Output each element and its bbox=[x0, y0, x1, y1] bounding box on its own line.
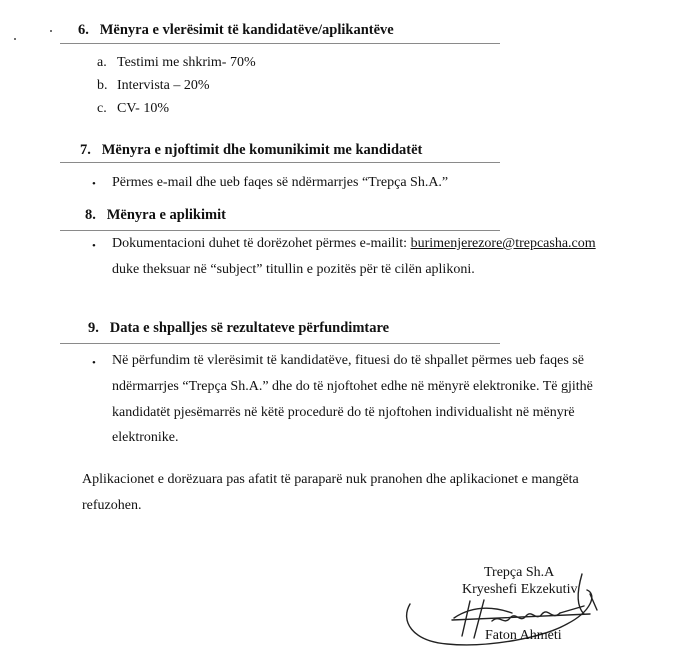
section-8-heading bbox=[85, 207, 226, 224]
scan-speck bbox=[14, 38, 16, 40]
section-7-heading bbox=[80, 142, 422, 159]
list-item-text: Testimi me shkrim- 70% bbox=[117, 55, 256, 70]
divider bbox=[60, 230, 500, 231]
divider bbox=[60, 162, 500, 163]
email-link[interactable]: burimenjerezore@trepcasha.com bbox=[410, 236, 596, 251]
list-item bbox=[97, 55, 256, 71]
list-marker: b. bbox=[97, 78, 108, 93]
section-number: 8. bbox=[85, 207, 96, 223]
divider bbox=[60, 343, 500, 344]
paragraph-line: kandidatët pjesëmarrës në këtë procedurë do të njoftohen individualisht në mënyrë bbox=[112, 405, 575, 420]
list-marker: c. bbox=[97, 101, 107, 116]
bullet-text-continued: duke theksuar në “subject” titullin e pozitës për të cilën aplikoni. bbox=[112, 262, 475, 277]
bullet-glyph: • bbox=[92, 240, 96, 252]
signatory-name: Faton Ahmeti bbox=[485, 628, 562, 643]
list-item-text: CV- 10% bbox=[117, 101, 169, 116]
signature-role: Kryeshefi Ekzekutiv bbox=[462, 582, 578, 597]
section-9-heading bbox=[88, 320, 389, 337]
list-item-text: Intervista – 20% bbox=[117, 78, 210, 93]
divider bbox=[60, 43, 500, 44]
section-number: 7. bbox=[80, 142, 91, 158]
bullet-glyph: • bbox=[92, 178, 96, 190]
closing-note-line: Aplikacionet e dorëzuara pas afatit të paraparë nuk pranohen dhe aplikacionet e mangëta bbox=[82, 472, 579, 487]
signature-company: Trepça Sh.A bbox=[484, 565, 555, 580]
closing-note-line: refuzohen. bbox=[82, 498, 142, 513]
list-item bbox=[97, 101, 169, 117]
paragraph-line: elektronike. bbox=[112, 430, 179, 445]
section-number: 6. bbox=[78, 22, 89, 38]
section-title: Mënyra e aplikimit bbox=[106, 207, 226, 223]
section-6-heading bbox=[78, 22, 394, 39]
list-marker: a. bbox=[97, 55, 107, 70]
scan-speck bbox=[50, 30, 52, 32]
bullet-text bbox=[112, 236, 596, 252]
list-item bbox=[97, 78, 210, 94]
section-number: 9. bbox=[88, 320, 99, 336]
bullet-text-part: Dokumentacioni duhet të dorëzohet përmes e-mailit: bbox=[112, 236, 411, 251]
section-title: Mënyra e njoftimit dhe komunikimit me kandidatët bbox=[101, 142, 423, 158]
bullet-glyph: • bbox=[92, 357, 96, 369]
section-title: Mënyra e vlerësimit të kandidatëve/aplikantëve bbox=[99, 22, 394, 38]
bullet-text: Përmes e-mail dhe ueb faqes së ndërmarrjes “Trepça Sh.A.” bbox=[112, 175, 449, 190]
section-title: Data e shpalljes së rezultateve përfundimtare bbox=[109, 320, 390, 336]
paragraph-line: Në përfundim të vlerësimit të kandidatëve, fituesi do të shpallet përmes ueb faqes së bbox=[112, 353, 584, 368]
paragraph-line: ndërmarrjes “Trepça Sh.A.” dhe do të njoftohet edhe në mënyrë elektronike. Të gjithë bbox=[112, 379, 593, 394]
